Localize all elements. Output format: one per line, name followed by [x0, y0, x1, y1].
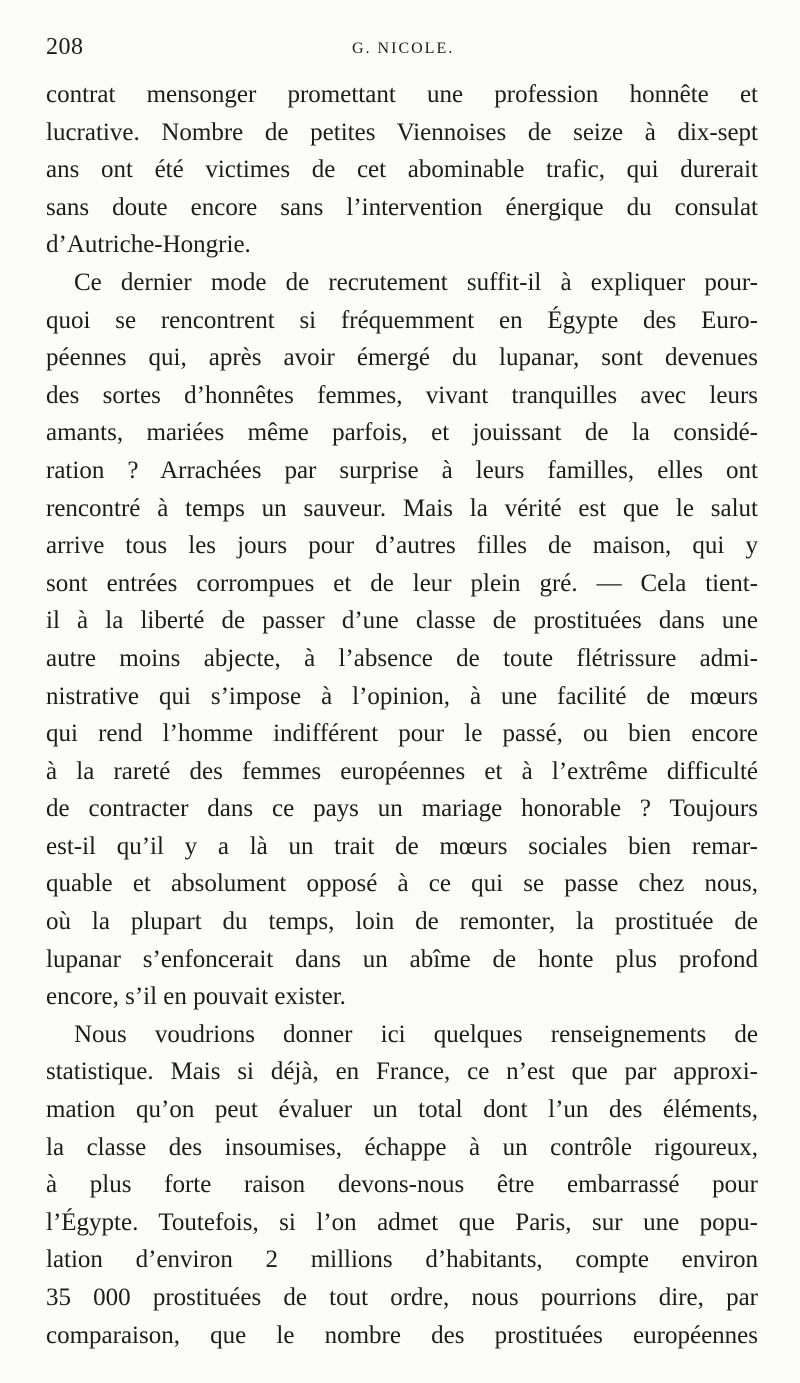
text-line: lupanar s’enfoncerait dans un abîme de honte plus profond	[46, 945, 758, 973]
text-line: sont entrées corrompues et de leur plein gré. — Cela tient-	[46, 569, 758, 597]
text-line: des sortes d’honnêtes femmes, vivant tranquilles avec leurs	[46, 381, 758, 409]
paragraph-first-line: Ce dernier mode de recrutement suffit-il à expliquer pour-	[74, 268, 758, 296]
text-line: qui rend l’homme indifférent pour le passé, ou bien encore	[46, 720, 758, 748]
text-line: à la rareté des femmes européennes et à l’extrême difficulté	[46, 757, 758, 785]
text-line: sans doute encore sans l’intervention énergique du consulat	[46, 193, 758, 221]
text-line: contrat mensonger promettant une profession honnête et	[46, 81, 758, 108]
text-line: quoi se rencontrent si fréquemment en Égypte des Euro-	[46, 306, 758, 334]
text-line: ans ont été victimes de cet abominable trafic, qui durerait	[46, 156, 758, 184]
text-line: l’Égypte. Toutefois, si l’on admet que Paris, sur une popu-	[46, 1208, 758, 1236]
text-line: de contracter dans ce pays un mariage honorable ? Toujours	[46, 795, 758, 823]
text-line: arrive tous les jours pour d’autres filles de maison, qui y	[46, 532, 758, 560]
text-line: lucrative. Nombre de petites Viennoises de seize à dix-sept	[46, 118, 758, 146]
text-line: autre moins abjecte, à l’absence de toute flétrissure admi-	[46, 644, 758, 672]
text-line: est-il qu’il y a là un trait de mœurs sociales bien remar-	[46, 832, 758, 860]
text-line: la classe des insoumises, échappe à un contrôle rigoureux,	[46, 1133, 758, 1161]
text-line: où la plupart du temps, loin de remonter, la prostituée de	[46, 908, 758, 936]
text-line: amants, mariées même parfois, et jouissant de la considé-	[46, 419, 758, 447]
paragraph-first-line: Nous voudrions donner ici quelques renseignements de	[74, 1020, 758, 1048]
body-text	[46, 76, 758, 1354]
text-line: quable et absolument opposé à ce qui se passe chez nous,	[46, 870, 758, 898]
text-line: péennes qui, après avoir émergé du lupanar, sont devenues	[46, 344, 758, 372]
text-line: encore, s’il en pouvait exister.	[46, 983, 346, 1011]
text-line: comparaison, que le nombre des prostituées européennes	[46, 1321, 758, 1349]
text-line: nistrative qui s’impose à l’opinion, à une facilité de mœurs	[46, 682, 758, 710]
page-number: 208	[46, 34, 84, 60]
text-line: lation d’environ 2 millions d’habitants, compte environ	[46, 1246, 758, 1274]
text-line: ration ? Arrachées par surprise à leurs familles, elles ont	[46, 456, 758, 484]
text-line: rencontré à temps un sauveur. Mais la vérité est que le salut	[46, 494, 758, 522]
text-line: il à la liberté de passer d’une classe de prostituées dans une	[46, 607, 758, 635]
text-line: à plus forte raison devons-nous être embarrassé pour	[46, 1171, 758, 1199]
running-head-author: G. NICOLE.	[352, 40, 455, 57]
text-line: statistique. Mais si déjà, en France, ce n’est que par approxi-	[46, 1058, 758, 1086]
text-line: mation qu’on peut évaluer un total dont l’un des éléments,	[46, 1096, 758, 1124]
text-line: 35 000 prostituées de tout ordre, nous pourrions dire, par	[46, 1284, 758, 1311]
running-head	[46, 34, 756, 66]
text-line: d’Autriche-Hongrie.	[46, 231, 251, 259]
